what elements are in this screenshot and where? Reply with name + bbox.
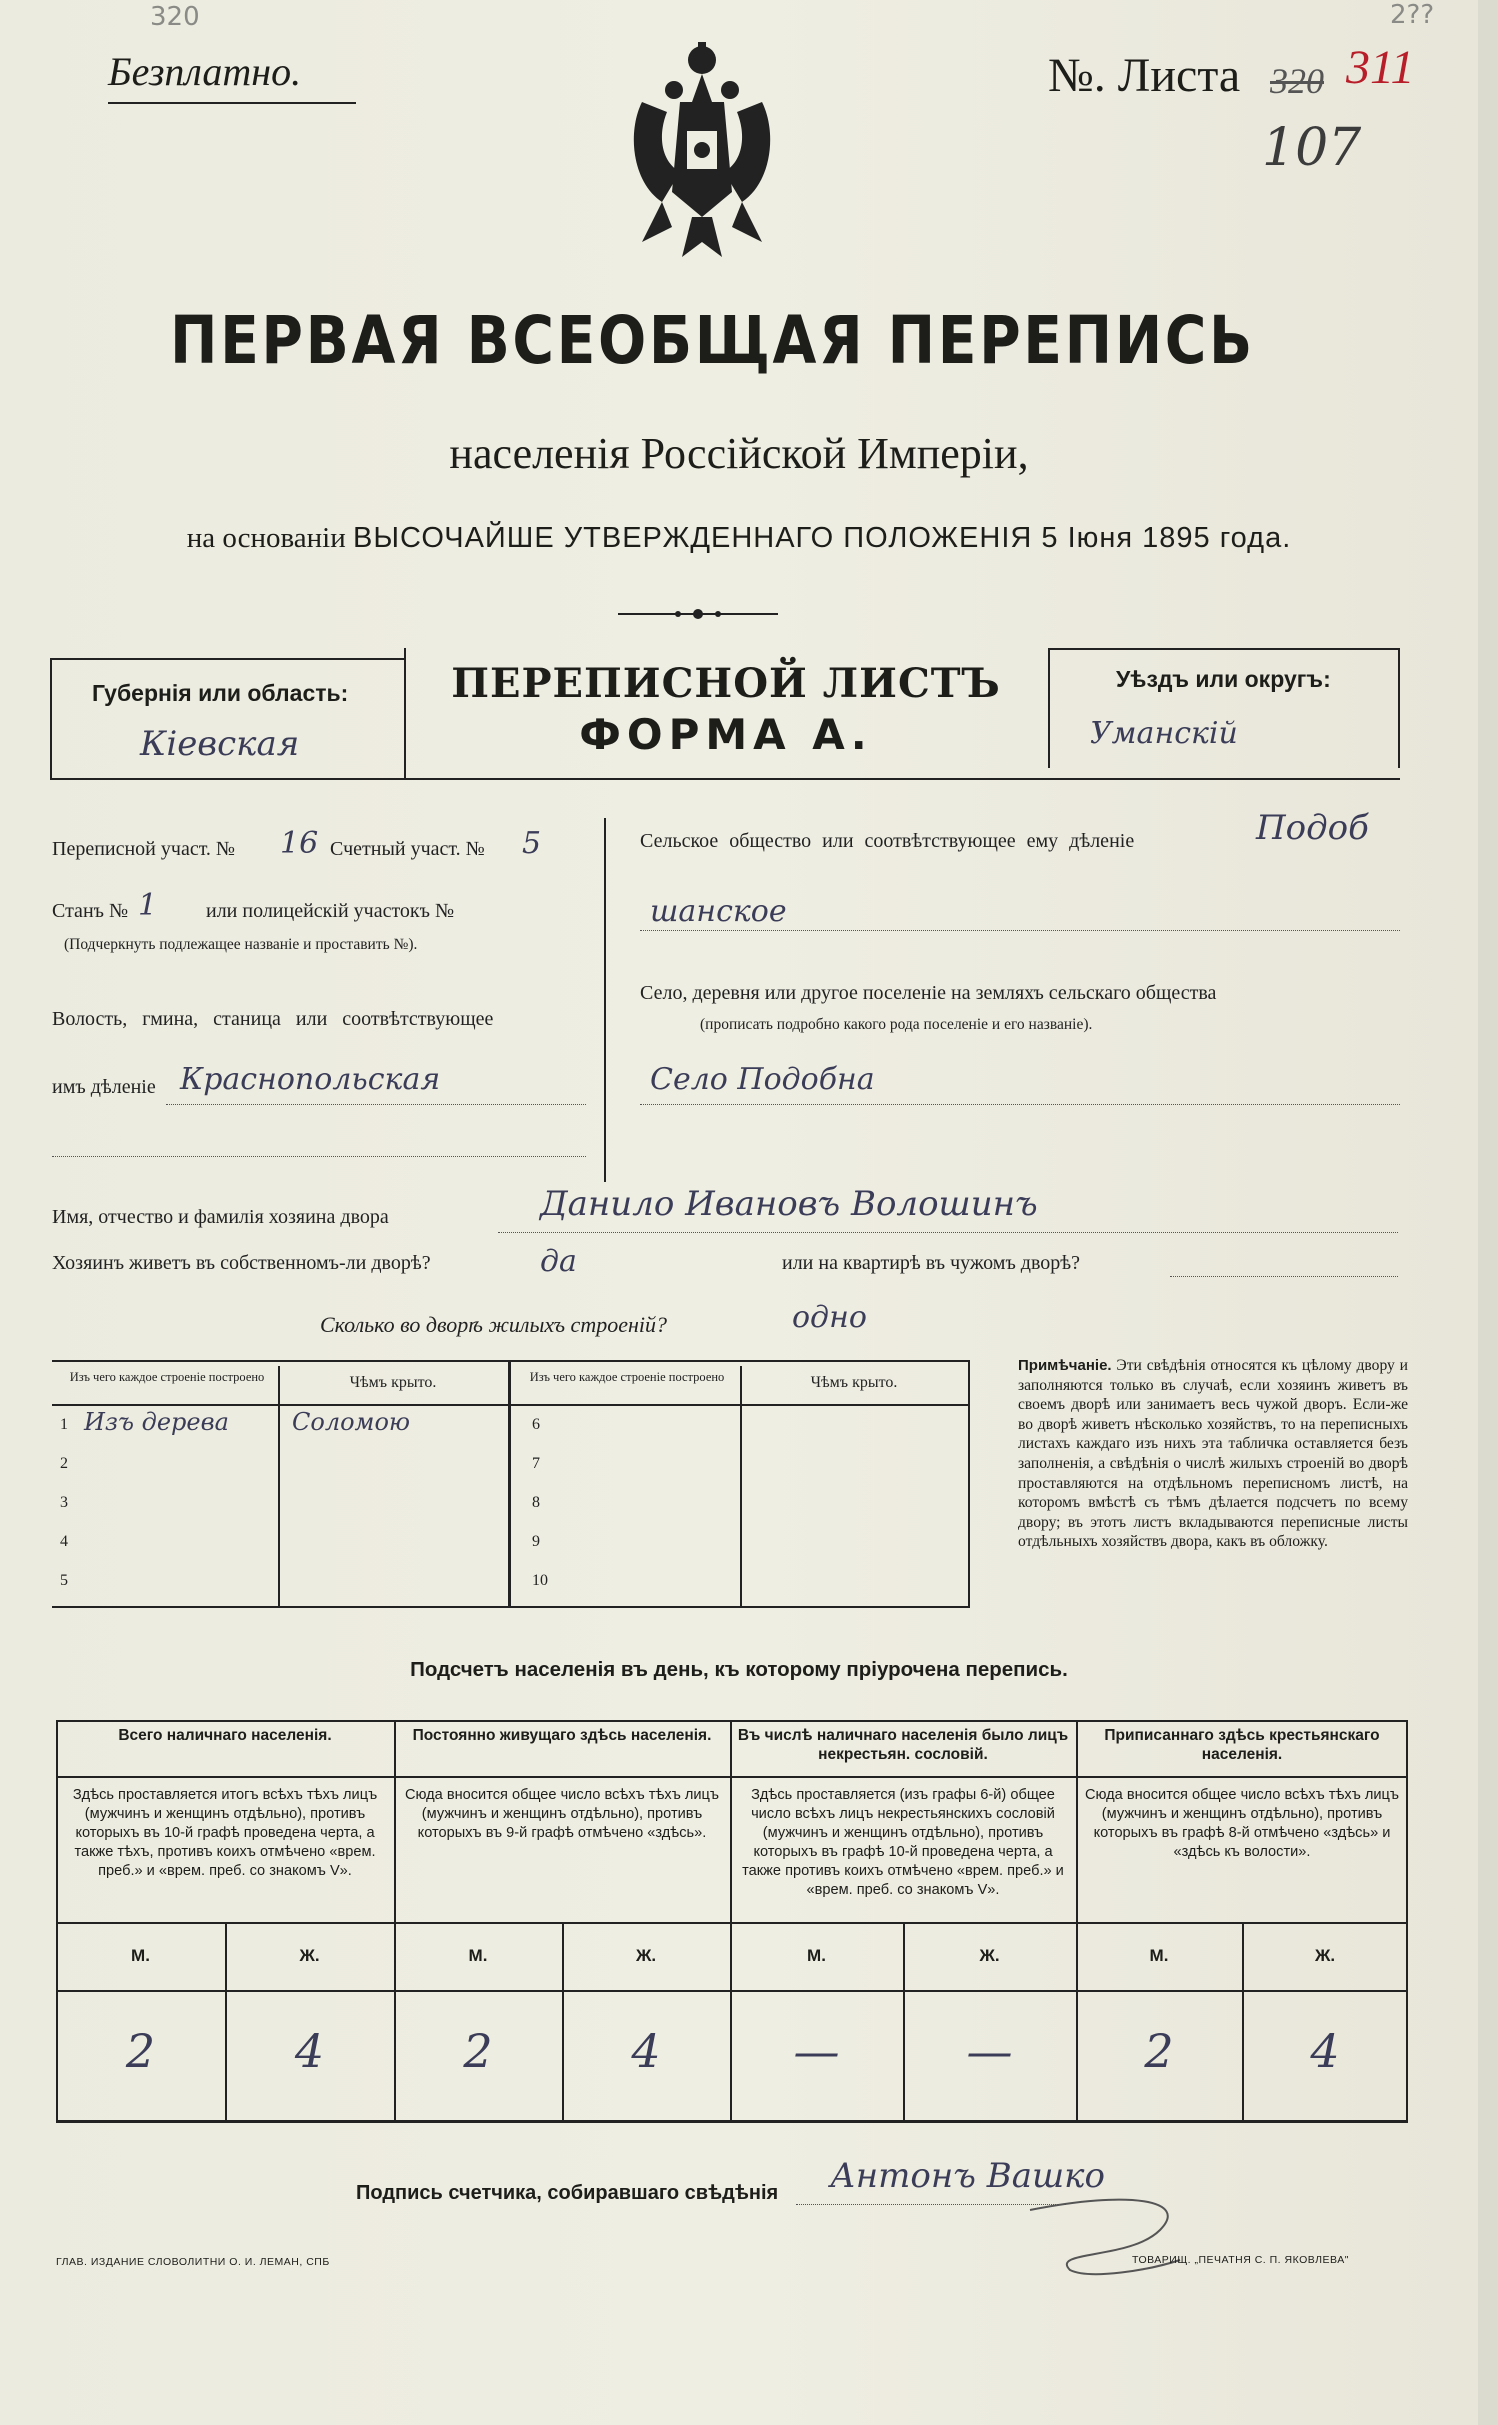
village-note: (прописать подробно какого рода поселеніе и его названіе). xyxy=(700,1016,1093,1033)
box-line xyxy=(1048,648,1398,650)
village-label: Село, деревня или другое поселеніе на земляхъ сельскаго общества xyxy=(640,982,1217,1004)
table-border xyxy=(52,1404,970,1406)
m-value: 2 xyxy=(463,2024,493,2078)
row-num: 10 xyxy=(532,1572,548,1589)
count-head-rule xyxy=(56,1776,394,1778)
free-label: Безплатно. xyxy=(108,49,302,94)
count-border xyxy=(56,1990,1408,1992)
society-label: Сельское общество или соотвѣтствующее ему дѣленіе xyxy=(640,830,1135,852)
table-border xyxy=(740,1366,742,1606)
owner-name-value: Данило Ивановъ Волошинъ xyxy=(540,1184,1038,1224)
stan-label: Станъ № xyxy=(52,900,129,922)
buildings-label: Сколько во дворѣ жилыхъ строеній? xyxy=(320,1312,667,1337)
volost-value: Краснопольская xyxy=(180,1062,441,1097)
box-line xyxy=(1398,648,1400,768)
perepis-uch-value: 16 xyxy=(280,826,319,861)
row-num: 1 xyxy=(60,1416,68,1433)
m-value: — xyxy=(793,2024,840,2078)
box-line xyxy=(50,658,52,780)
table-border xyxy=(968,1360,970,1608)
zh-label: Ж. xyxy=(635,1946,657,1965)
own-yard-value: да xyxy=(540,1244,577,1279)
m-value: 2 xyxy=(1144,2024,1174,2078)
sheet-number-red: 311 xyxy=(1346,41,1415,94)
note-text: Эти свѣдѣнія относятся къ цѣлому двору и заполняются только въ случаѣ, если хозяинъ живетъ въ своемъ дворѣ или занимаетъ весь чужой дворъ. Если-же во дворѣ живетъ нѣсколько хозяйствъ, то на переписныхъ листахъ каждаго изъ нихъ эта табличка оставляется безъ заполненія, а свѣдѣнія о числѣ жилыхъ строеній во дворѣ проставляются на отдѣльномъ переписномъ листѣ, на которомъ вмѣстѣ съ тѣмъ дѣлается подсчетъ по всему двору; въ этотъ листъ вкладываются переписные листы отдѣльныхъ хозяйствъ двора, какъ въ обложку. xyxy=(1018,1357,1409,1551)
free-underline xyxy=(108,102,356,104)
village-value: Село Подобна xyxy=(650,1062,875,1097)
row-num: 5 xyxy=(60,1572,68,1589)
sheet-number-crossed: 320 xyxy=(1270,61,1324,101)
society-value-2: шанское xyxy=(650,894,787,929)
row-material: Изъ дерева xyxy=(84,1408,229,1436)
dotted-rule xyxy=(498,1232,1398,1233)
row-num: 8 xyxy=(532,1494,540,1511)
row-num: 4 xyxy=(60,1533,68,1550)
stan-value: 1 xyxy=(138,888,158,923)
row-num: 3 xyxy=(60,1494,68,1511)
volost-label-1: Волость, гмина, станица или соотвѣтствующее xyxy=(52,1008,494,1030)
vertical-divider xyxy=(604,818,606,1182)
count-border xyxy=(56,2120,1408,2123)
count-col-head: Въ числѣ наличнаго населенія было лицъ некрестьян. сословій. xyxy=(737,1727,1069,1763)
signature-value: Антонъ Вашко xyxy=(830,2156,1105,2196)
police-label: или полицейскій участокъ № xyxy=(206,900,455,922)
zh-label: Ж. xyxy=(299,1946,320,1965)
rented-label: или на квартирѣ въ чужомъ дворѣ? xyxy=(782,1252,1081,1274)
handwritten-folio: 107 xyxy=(1262,118,1362,178)
dotted-rule xyxy=(166,1104,586,1105)
society-value-1: Подоб xyxy=(1256,808,1369,848)
m-label: М. xyxy=(1149,1946,1169,1965)
basis-rest: ВЫСОЧАЙШЕ УТВЕРЖДЕННАГО ПОЛОЖЕНІЯ 5 Іюня 1895 года. xyxy=(353,522,1292,554)
uezd-value: Уманскій xyxy=(1090,716,1238,751)
zh-label: Ж. xyxy=(979,1946,1000,1965)
buildings-note xyxy=(1018,1356,1408,1552)
buildings-value: одно xyxy=(792,1300,867,1335)
m-label: М. xyxy=(131,1946,150,1965)
count-col-head: Всего наличнаго населенія. xyxy=(118,1727,332,1744)
form-title: ПЕРЕПИСНОЙ ЛИСТЪ xyxy=(451,660,1001,707)
count-col-desc: Здѣсь проставляется (изъ графы 6-й) общее число всѣхъ лицъ некрестьянскихъ сословій (мужчинъ и женщинъ отдѣльно), противъ которыхъ въ графѣ 10-й проведена черта, а также противъ коихъ отмѣчено «врем. преб.» и «врем. преб. со знакомъ V». xyxy=(742,1787,1064,1898)
row-num: 2 xyxy=(60,1455,68,1472)
m-value: 2 xyxy=(125,2024,156,2078)
col-material-left: Изъ чего каждое строеніе построено xyxy=(69,1370,265,1384)
dotted-rule xyxy=(52,1156,586,1157)
m-label: М. xyxy=(807,1946,826,1965)
zh-value: 4 xyxy=(1310,2024,1340,2078)
footer-left: ГЛАВ. ИЗДАНИЕ СЛОВОЛИТНИ О. И. ЛЕМАН, СПБ xyxy=(56,2256,330,2268)
count-col-desc: Здѣсь проставляется итогъ всѣхъ тѣхъ лицъ (мужчинъ и женщинъ отдѣльно), противъ которыхъ въ 10-й графѣ проведена черта, а также тѣхъ, противъ коихъ отмѣчено «врем. преб.» и «врем. преб. со знакомъ V». xyxy=(72,1787,378,1879)
row-roof: Соломою xyxy=(292,1408,411,1436)
volost-label-2: имъ дѣленіе xyxy=(52,1076,156,1098)
box-line xyxy=(50,778,1400,780)
sheet-number-label: №. Листа xyxy=(1048,49,1241,102)
schet-uch-label: Счетный участ. № xyxy=(330,838,485,860)
underline-note: (Подчеркнуть подлежащее названіе и проставить №). xyxy=(64,936,418,953)
count-head-rule xyxy=(1076,1776,1408,1778)
basis-prefix: на основаніи xyxy=(186,522,346,554)
count-head-rule xyxy=(730,1776,1076,1778)
schet-uch-value: 5 xyxy=(522,826,542,861)
footer-right: ТОВАРИЩ. „ПЕЧАТНЯ С. П. ЯКОВЛЕВА" xyxy=(1132,2254,1349,2266)
owner-name-label: Имя, отчество и фамилія хозяина двора xyxy=(52,1206,389,1228)
count-col-desc: Сюда вносится общее число всѣхъ тѣхъ лицъ (мужчинъ и женщинъ отдѣльно), противъ которыхъ въ 9-й графѣ отмѣчено «здѣсь». xyxy=(404,1787,720,1841)
dotted-rule xyxy=(640,1104,1400,1105)
row-num: 9 xyxy=(532,1533,540,1550)
table-border xyxy=(52,1606,970,1608)
count-border xyxy=(56,1720,1408,1722)
gubernia-value: Кіевская xyxy=(140,724,300,764)
main-title: ПЕРВАЯ ВСЕОБЩАЯ ПЕРЕПИСЬ xyxy=(170,302,1255,379)
gubernia-label: Губернія или область: xyxy=(92,680,349,706)
perepis-uch-label: Переписной участ. № xyxy=(52,838,236,860)
count-col-desc: Сюда вносится общее число всѣхъ тѣхъ лицъ (мужчинъ и женщинъ отдѣльно), противъ которыхъ въ графѣ 8-й отмѣчено «здѣсь» и «здѣсь къ волости». xyxy=(1084,1787,1400,1860)
ornament-divider xyxy=(618,604,778,624)
row-num: 7 xyxy=(532,1455,540,1472)
uezd-label: Уѣздъ или округъ: xyxy=(1116,666,1331,692)
form-name: ФОРМА А. xyxy=(579,710,873,759)
signature-label: Подпись счетчика, собиравшаго свѣдѣнія xyxy=(356,2182,779,2204)
dotted-rule xyxy=(640,930,1400,931)
signature-flourish xyxy=(1010,2190,1210,2280)
pencil-number-left: 320 xyxy=(150,2,200,32)
m-label: М. xyxy=(468,1946,488,1965)
col-material-right: Изъ чего каждое строеніе построено xyxy=(529,1370,725,1384)
table-border xyxy=(508,1360,511,1608)
zh-label: Ж. xyxy=(1314,1946,1336,1965)
zh-value: 4 xyxy=(631,2024,661,2078)
row-num: 6 xyxy=(532,1416,540,1433)
table-border xyxy=(278,1366,280,1606)
table-border xyxy=(52,1360,970,1362)
box-line xyxy=(1048,648,1050,768)
zh-value: 4 xyxy=(294,2024,325,2078)
dotted-rule xyxy=(1170,1276,1398,1277)
own-yard-label: Хозяинъ живетъ въ собственномъ-ли дворѣ? xyxy=(52,1252,431,1274)
double-headed-eagle-emblem xyxy=(622,42,782,282)
basis-line xyxy=(0,522,1478,555)
count-col-head: Постоянно живущаго здѣсь населенія. xyxy=(412,1727,712,1744)
count-head-rule xyxy=(394,1776,730,1778)
note-title: Примѣчаніе. xyxy=(1018,1357,1112,1374)
zh-value: — xyxy=(966,2024,1013,2078)
pencil-number-right: 2?? xyxy=(1390,0,1435,30)
col-roof-right: Чѣмъ крыто. xyxy=(810,1374,898,1391)
box-line xyxy=(50,658,404,660)
subtitle: населенія Россійской Имперіи, xyxy=(449,429,1029,478)
col-roof-left: Чѣмъ крыто. xyxy=(349,1374,437,1391)
count-title: Подсчетъ населенія въ день, къ которому пріурочена перепись. xyxy=(410,1658,1068,1681)
count-col-head: Приписаннаго здѣсь крестьянскаго населенія. xyxy=(1104,1727,1380,1763)
